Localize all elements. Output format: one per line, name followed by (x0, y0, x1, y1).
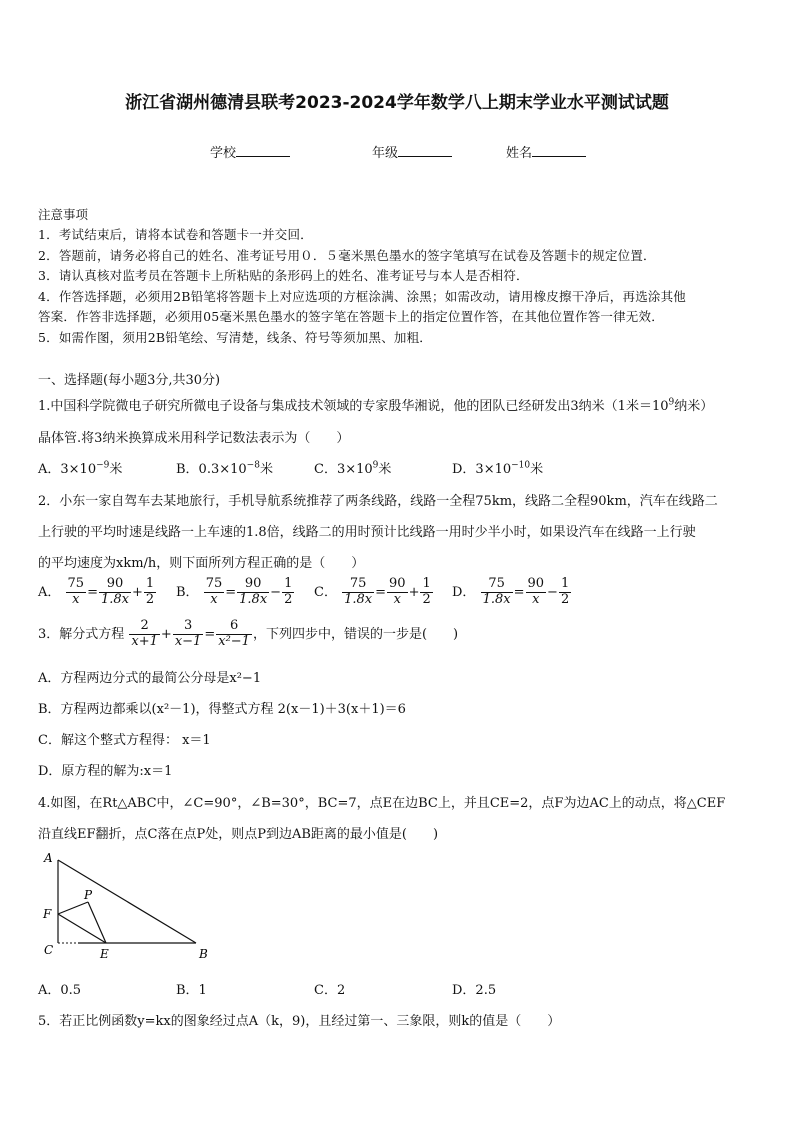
q4-option-d[interactable]: D．2.5 (452, 983, 497, 998)
q4-option-a[interactable]: A．0.5 (38, 983, 82, 998)
page-title: 浙江省湖州德清县联考2023-2024学年数学八上期末学业水平测试试题 (125, 93, 669, 113)
q2-option-a[interactable]: A． $\frac{75}{x}$ = $\frac{90}{1.8x}$ + $\frac{1}{2}$ (38, 576, 155, 607)
label-c: C (44, 943, 54, 957)
note-item: 3．请认真核对监考员在答题卡上所粘贴的条形码上的姓名、准考证号与本人是否相符． (38, 268, 529, 283)
q4-stem-line2: 沿直线EF翻折，点C落在点P处，则点P到边AB距离的最小值是( ) (38, 827, 439, 842)
q3-option-b[interactable]: B．方程两边都乘以(x²－1)，得整式方程 2(x－1)＋3(x＋1)＝6 (38, 702, 406, 717)
segment-fp (58, 902, 88, 914)
grade-blank[interactable] (398, 144, 452, 157)
q2-stem-line2: 上行驶的平均时速是线路一上车速的1.8倍，线路二的用时预计比线路一用时少半小时，如果设汽车在线路一上行驶 (38, 525, 696, 540)
q2-option-b[interactable]: B． $\frac{75}{x}$ = $\frac{90}{1.8x}$ − $\frac{1}{2}$ (176, 576, 293, 607)
q2-stem-line3: 的平均速度为xkm/h，则下面所列方程正确的是（ ） (38, 556, 365, 571)
label-f: F (43, 907, 52, 921)
label-a: A (44, 851, 53, 865)
fold-line-ef (58, 914, 106, 943)
q4-option-b[interactable]: B．1 (176, 983, 207, 998)
note-item: 4．作答选择题，必须用2B铅笔将答题卡上对应选项的方框涂满、涂黑；如需改动，请用橡皮擦干净后，再选涂其他 (38, 289, 686, 304)
q1-option-d[interactable]: D．$3\times 10^{-10}$米 (452, 460, 544, 477)
q2-option-c[interactable]: C． $\frac{75}{1.8x}$ = $\frac{90}{x}$ + $\frac{1}{2}$ (314, 576, 431, 607)
q4-option-c[interactable]: C．2 (314, 983, 346, 998)
note-item: 5．如需作图，须用2B铅笔绘、写清楚，线条、符号等须加黑、加粗． (38, 330, 432, 345)
q3-option-d[interactable]: D．原方程的解为:x＝1 (38, 764, 173, 779)
school-field: 学校 (210, 142, 290, 161)
q3-stem: 3．解分式方程 $\frac{2}{x+1}$ + $\frac{3}{x-1}$ = $\frac{6}{\text{x²−1}}$ ，下列四步中，错误的一步是( ) (38, 618, 459, 649)
q4-triangle-figure (38, 850, 218, 965)
name-field: 姓名 (506, 142, 586, 161)
school-blank[interactable] (236, 144, 290, 157)
q1-option-a[interactable]: A．$3\times 10^{-9}$米 (38, 460, 123, 477)
segment-pe (88, 902, 106, 943)
note-item: 2．答题前，请务必将自己的姓名、准考证号用０．５毫米黑色墨水的签字笔填写在试卷及答题卡的规定位置． (38, 248, 656, 263)
label-b: B (199, 947, 208, 961)
q1-option-c[interactable]: C．$3\times 10^9$米 (314, 460, 392, 477)
q1-stem-line1: 1.中国科学院微电子研究所微电子设备与集成技术领域的专家殷华湘说，他的团队已经研发出3纳米（1米$=10^9$纳米） (38, 397, 714, 414)
q1-stem-line2: 晶体管.将3纳米换算成米用科学记数法表示为（ ） (38, 431, 350, 446)
note-item: 1．考试结束后，请将本试卷和答题卡一并交回． (38, 227, 313, 242)
q3-option-a[interactable]: A．方程两边分式的最简公分母是x²−1 (38, 671, 262, 686)
grade-field: 年级 (372, 142, 452, 161)
section-heading: 一、选择题(每小题3分,共30分) (38, 373, 221, 388)
q2-option-d[interactable]: D． $\frac{75}{1.8x}$ = $\frac{90}{x}$ − $\frac{1}{2}$ (452, 576, 570, 607)
name-blank[interactable] (532, 144, 586, 157)
q5-stem-line1: 5．若正比例函数y=kx的图象经过点A（k，9)，且经过第一、三象限，则k的值是（ ） (38, 1014, 561, 1029)
note-item: 答案．作答非选择题，必须用05毫米黑色墨水的签字笔在答题卡上的指定位置作答，在其他位置作答一律无效． (38, 309, 664, 324)
label-e: E (100, 947, 109, 961)
side-ab (58, 860, 196, 943)
q2-stem-line1: 2．小东一家自驾车去某地旅行，手机导航系统推荐了两条线路，线路一全程75km，线路二全程90km，汽车在线路二 (38, 494, 718, 509)
label-p: P (84, 888, 93, 902)
q3-option-c[interactable]: C．解这个整式方程得： x＝1 (38, 733, 211, 748)
q4-stem-line1: 4.如图，在Rt△ABC中，∠C=90°，∠B=30°，BC=7，点E在边BC上，并且CE=2，点F为边AC上的动点，将△CEF (38, 796, 726, 811)
q1-option-b[interactable]: B．$0.3\times 10^{-8}$米 (176, 460, 273, 477)
notes-heading: 注意事项 (38, 207, 89, 222)
